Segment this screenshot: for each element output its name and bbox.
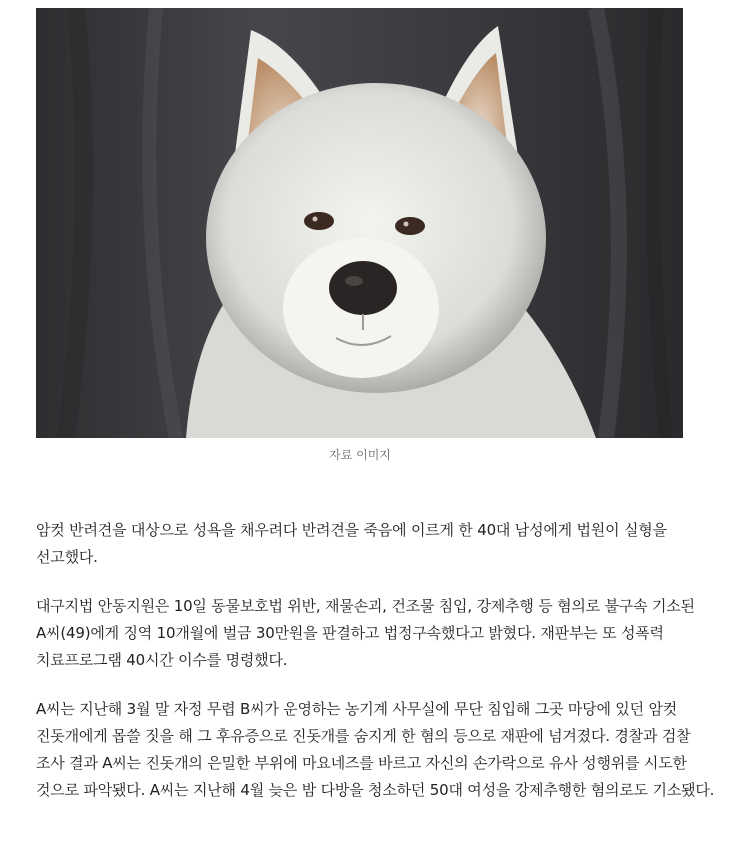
white-dog-photo [36,8,683,438]
photo-caption: 자료 이미지 [329,448,391,462]
article-paragraph: 대구지법 안동지원은 10일 동물보호법 위반, 재물손괴, 건조물 침입, 강제추행 등 혐의로 불구속 기소된 A씨(49)에게 징역 10개월에 벌금 30만원을 판결하고 법정구속했다고 밝혔다. 재판부는 또 성폭력 치료프로그램 40시간 이수를 명령했다. [36,597,695,669]
article-paragraph: A씨는 지난해 3월 말 자정 무렵 B씨가 운영하는 농기계 사무실에 무단 침입해 그곳 마당에 있던 암컷 진돗개에게 몹쓸 짓을 해 그 후유증으로 진돗개를 숨지게 한 혐의 등으로 재판에 넘겨졌다. 경찰과 검찰 조사 결과 A씨는 진돗개의 은밀한 부위에 마요네즈를 바르고 자신의 손가락으로 유사 성행위를 시도한 것으로 파악됐다. A씨는 지난해 4월 늦은 밤 다방을 청소하던 50대 여성을 강제추행한 혐의로도 기소됐다. [36,700,715,799]
article-paragraph: 암컷 반려견을 대상으로 성욕을 채우려다 반려견을 죽음에 이르게 한 40대 남성에게 법원이 실형을 선고했다. [36,521,667,566]
article-body [36,517,716,826]
article-photo [36,8,683,438]
